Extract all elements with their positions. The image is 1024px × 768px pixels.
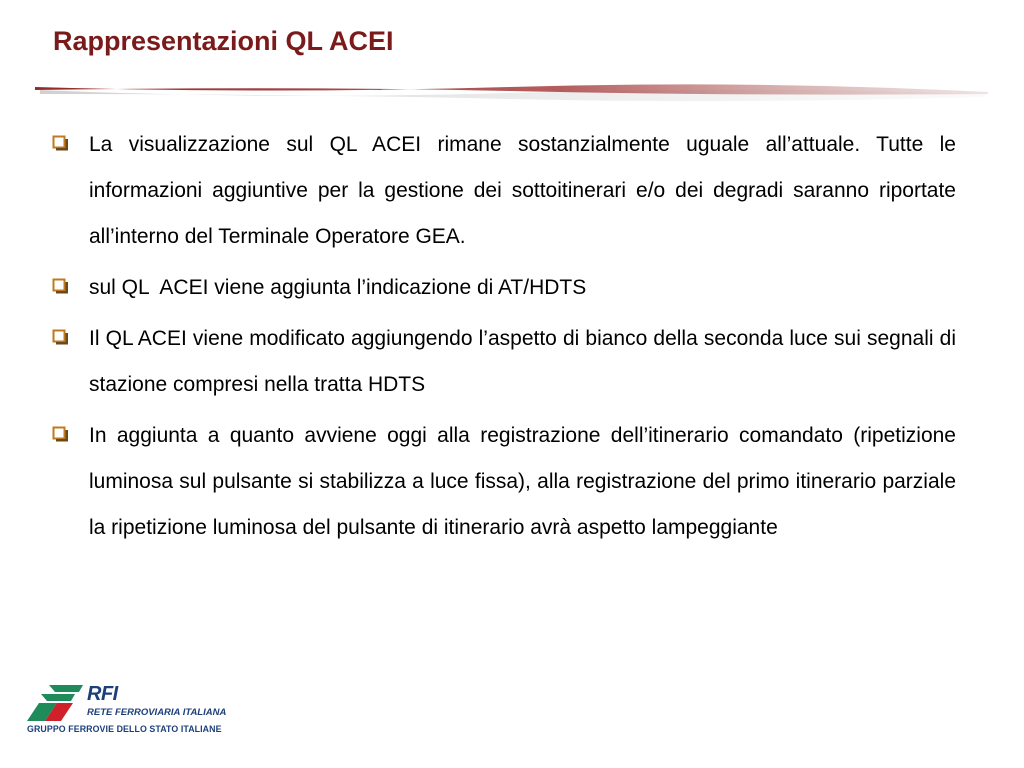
checkbox-square-icon [52,135,69,152]
fs-logo-icon [27,683,83,723]
bullet-text: Il QL ACEI viene modificato aggiungendo l’aspetto di bianco della seconda luce sui segnali di stazione compresi nella tratta HDTS [89,327,956,396]
list-item [50,122,956,260]
bullet-text: La visualizzazione sul QL ACEI rimane sostanzialmente uguale all’attuale. Tutte le informazioni aggiuntive per la gestione dei sottoitinerari e/o dei degradi saranno riportate all’interno del Terminale Operatore GEA. [89,133,956,248]
logo-brand: RFI [87,683,118,705]
title-divider [30,78,990,104]
checkbox-square-icon [52,278,69,295]
checkbox-square-icon [52,329,69,346]
list-item [50,413,956,551]
bullet-text: In aggiunta a quanto avviene oggi alla registrazione dell’itinerario comandato (ripetizione luminosa sul pulsante si stabilizza a luce fissa), alla registrazione del primo itinerario parziale la ripetizione luminosa del pulsante di itinerario avrà aspetto lampeggiante [89,424,956,539]
list-item [50,316,956,408]
slide-title: Rappresentazioni QL ACEI [53,26,394,56]
checkbox-square-icon [52,426,69,443]
rfi-logo [27,683,227,739]
bullet-list [50,122,956,556]
bullet-text: sul QL ACEI viene aggiunta l’indicazione di AT/HDTS [89,276,587,299]
logo-group-text: GRUPPO FERROVIE DELLO STATO ITALIANE [27,724,222,734]
list-item [50,265,956,311]
logo-subtitle: RETE FERROVIARIA ITALIANA [87,707,227,718]
